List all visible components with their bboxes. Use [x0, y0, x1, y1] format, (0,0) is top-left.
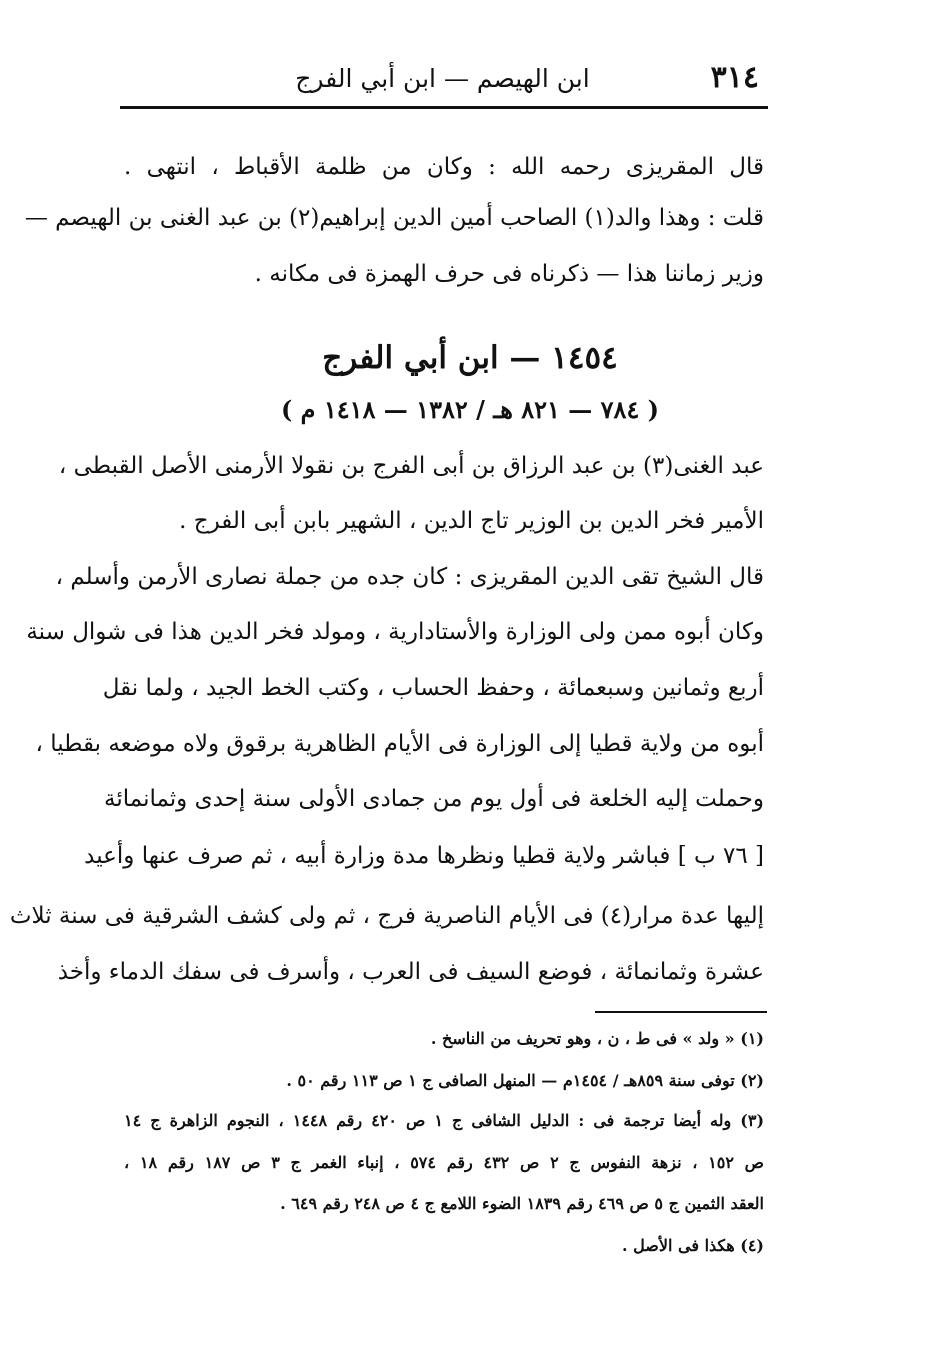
footnote-3-line-2: ص ١٥٢ ، نزهة النفوس ج ٢ ص ٤٣٢ رقم ٥٧٤ ، إنباء الغمر ج ٣ ص ١٨٧ رقم ١٨ ، [124, 1153, 765, 1172]
footnote-2: (٢) توفى سنة ٨٥٩هـ / ١٤٥٤م — المنهل الصافى ج ١ ص ١١٣ رقم ٥٠ . [286, 1071, 764, 1090]
body-line-3: أربع وثمانين وسبعمائة ، وحفظ الحساب ، وكتب الخط الجيد ، ولما نقل [102, 675, 764, 701]
body-line-1: قال الشيخ تقى الدين المقريزى : كان جده من جملة نصارى الأرمن وأسلم ، [55, 564, 764, 590]
intro-line-3: وزير زماننا هذا — ذكرناه فى حرف الهمزة فى مكانه . [254, 261, 764, 287]
entry-line-1: عبد الغنى(٣) بن عبد الرزاق بن أبى الفرج بن نقولا الأرمنى الأصل القبطى ، [58, 453, 764, 479]
running-title: ابن الهيصم — ابن أبي الفرج [295, 64, 590, 93]
header-rule [120, 106, 768, 109]
body-line-7: إليها عدة مرار(٤) فى الأيام الناصرية فرج ، ثم ولى كشف الشرقية فى سنة ثلاث [9, 903, 764, 929]
footnote-3-line-1: (٣) وله أيضا ترجمة فى : الدليل الشافى ج ١ ص ٤٢٠ رقم ١٤٤٨ ، النجوم الزاهرة ج ١٤ [124, 1111, 765, 1130]
footnote-1: (١) « ولد » فى ط ، ن ، وهو تحريف من الناسخ . [430, 1029, 764, 1048]
page-header [120, 60, 765, 102]
footnote-3-line-3: العقد الثمين ج ٥ ص ٤٦٩ رقم ١٨٣٩ الضوء اللامع ج ٤ ص ٢٤٨ رقم ٦٤٩ . [280, 1194, 764, 1213]
body-line-6: [ ٧٦ ب ] فباشر ولاية قطيا ونظرها مدة وزارة أبيه ، ثم صرف عنها وأعيد [84, 843, 764, 869]
intro-line-1: قال المقريزى رحمه الله : وكان من ظلمة الأقباط ، انتهى . [124, 154, 764, 180]
entry-line-2: الأمير فخر الدين بن الوزير تاج الدين ، الشهير بابن أبى الفرج . [179, 508, 764, 534]
body-line-5: وحملت إليه الخلعة فى أول يوم من جمادى الأولى سنة إحدى وثمانمائة [104, 786, 764, 812]
intro-line-2: قلت : وهذا والد(١) الصاحب أمين الدين إبراهيم(٢) بن عبد الغنى بن الهيصم — [24, 205, 764, 231]
page-number: ٣١٤ [710, 60, 759, 95]
body-line-4: أبوه من ولاية قطيا إلى الوزارة فى الأيام الظاهرية برقوق ولاه موضعه بقطيا ، [35, 731, 764, 757]
body-line-8: عشرة وثمانمائة ، فوضع السيف فى العرب ، وأسرف فى سفك الدماء وأخذ [57, 959, 764, 985]
body-line-2: وكان أبوه ممن ولى الوزارة والأستادارية ، ومولد فخر الدين هذا فى شوال سنة [26, 619, 764, 645]
footnote-4: (٤) هكذا فى الأصل . [622, 1236, 764, 1255]
footnote-rule [595, 1011, 767, 1013]
entry-dates: ( ٧٨٤ — ٨٢١ هـ / ١٣٨٢ — ١٤١٨ م ) [280, 395, 660, 424]
entry-title: ١٤٥٤ — ابن أبي الفرج [322, 340, 618, 376]
